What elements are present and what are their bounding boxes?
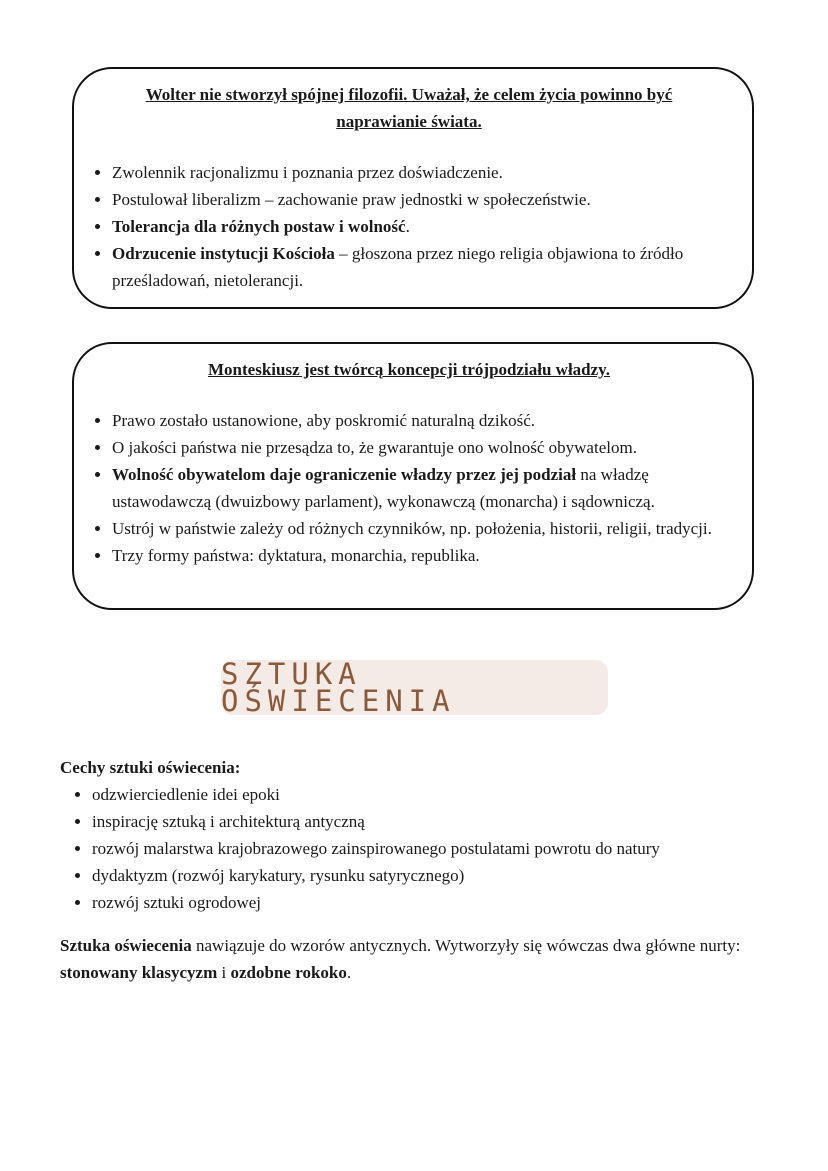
bold-phrase: stonowany klasycyzm bbox=[60, 963, 218, 982]
list-item: • Zwolennik racjonalizmu i poznania przez doświadczenie. bbox=[112, 159, 726, 186]
voltaire-list bbox=[92, 159, 726, 294]
summary-paragraph: Sztuka oświecenia nawiązuje do wzorów antycznych. Wytworzyły się wówczas dwa główne nurty: stonowany klasycyzm i ozdobne rokoko. bbox=[60, 936, 741, 982]
list-item: • O jakości państwa nie przesądza to, że gwarantuje ono wolność obywatelom. bbox=[112, 434, 726, 461]
montesquieu-box bbox=[72, 342, 754, 610]
voltaire-title: Wolter nie stworzył spójnej filozofii. Uważał, że celem życia powinno być naprawianie świata. bbox=[145, 85, 673, 131]
section-banner bbox=[221, 656, 608, 718]
list-item: • Prawo zostało ustanowione, aby poskromić naturalną dzikość. bbox=[112, 407, 726, 434]
list-item: • dydaktyzm (rozwój karykatury, rysunku satyrycznego) bbox=[92, 862, 760, 889]
list-item: • Odrzucenie instytucji Kościoła – głoszona przez niego religia objawiona to źródło prześladowań, nietolerancji. bbox=[112, 240, 726, 294]
voltaire-box bbox=[72, 67, 754, 309]
montesquieu-title: Monteskiusz jest twórcą koncepcji trójpodziału władzy. bbox=[208, 360, 610, 379]
montesquieu-list bbox=[92, 407, 726, 569]
art-features-section bbox=[60, 754, 760, 916]
list-item: • Ustrój w państwie zależy od różnych czynników, np. położenia, historii, religii, tradycji. bbox=[112, 515, 726, 542]
list-item: • Tolerancja dla różnych postaw i wolność. bbox=[112, 213, 726, 240]
list-item: • rozwój malarstwa krajobrazowego zainspirowanego postulatami powrotu do natury bbox=[92, 835, 760, 862]
art-features-title: Cechy sztuki oświecenia: bbox=[60, 758, 241, 777]
list-item: • Trzy formy państwa: dyktatura, monarchia, republika. bbox=[112, 542, 726, 569]
banner-title: SZTUKA OŚWIECENIA bbox=[221, 656, 456, 718]
list-item: • inspirację sztuką i architekturą antyczną bbox=[92, 808, 760, 835]
art-features-list bbox=[60, 781, 760, 916]
list-item: • odzwierciedlenie idei epoki bbox=[92, 781, 760, 808]
bold-phrase: ozdobne rokoko bbox=[230, 963, 347, 982]
list-item: • Postulował liberalizm – zachowanie praw jednostki w społeczeństwie. bbox=[112, 186, 726, 213]
list-item: • Wolność obywatelom daje ograniczenie władzy przez jej podział na władzę ustawodawczą (dwuizbowy parlament), wykonawczą (monarcha) i sądowniczą. bbox=[112, 461, 726, 515]
list-item: • rozwój sztuki ogrodowej bbox=[92, 889, 760, 916]
bold-phrase: Sztuka oświecenia bbox=[60, 936, 192, 955]
